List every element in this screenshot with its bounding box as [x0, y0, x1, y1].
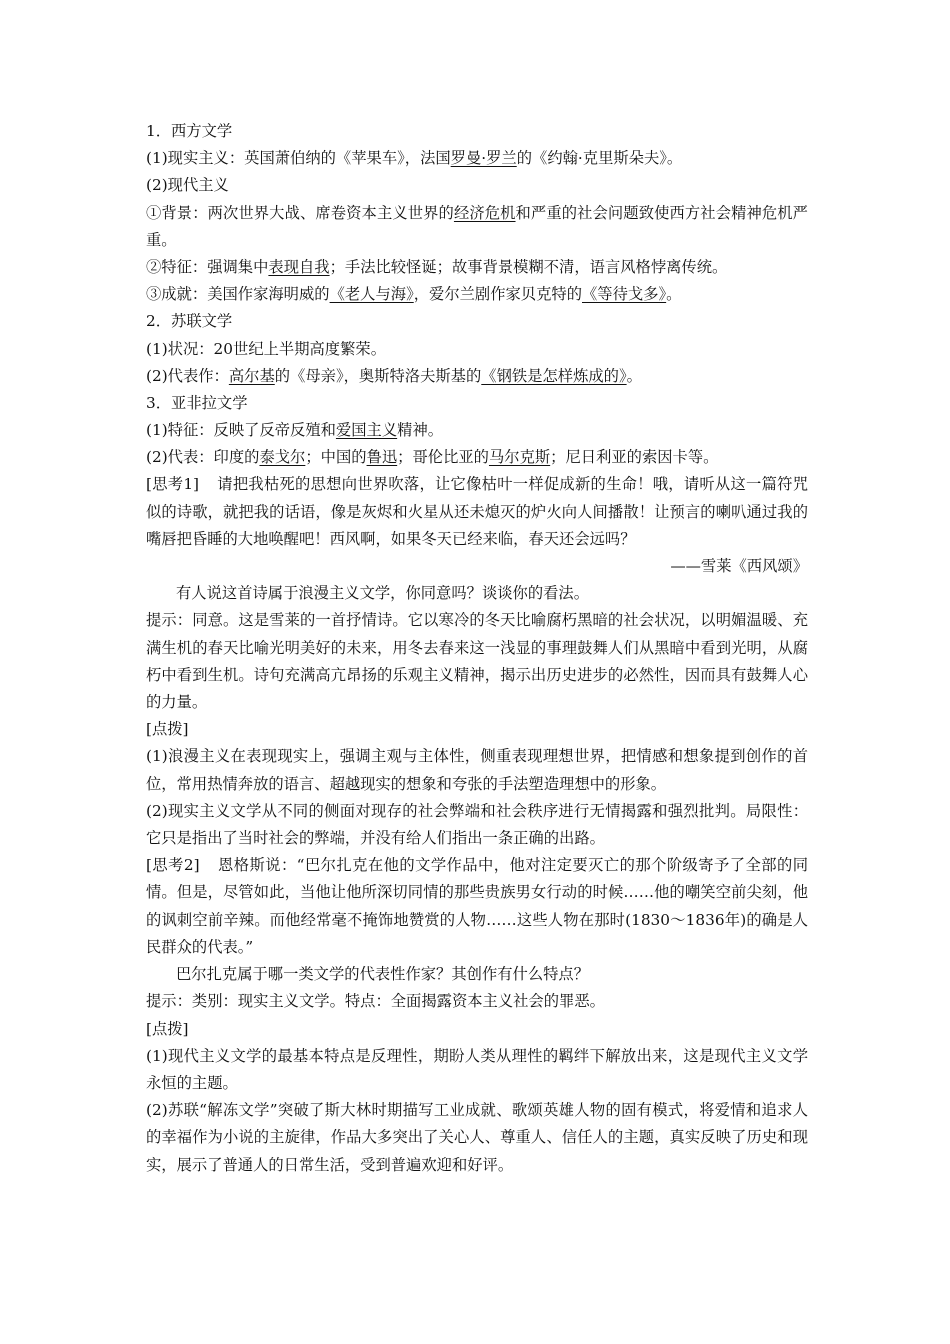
- underlined-term: 罗曼·罗兰: [450, 149, 517, 168]
- document-page: [146, 118, 808, 1179]
- think1-source: ——雪莱《西风颂》: [670, 557, 808, 576]
- think2-label: [思考2]: [146, 856, 200, 875]
- underlined-term: 经济危机: [453, 203, 516, 222]
- underlined-term: 表现自我: [268, 257, 330, 276]
- soviet-works: (2)代表作：高尔基的《母亲》，奥斯特洛夫斯基的《钢铁是怎样炼成的》。: [146, 366, 642, 385]
- soviet-status: (1)状况：20世纪上半期高度繁荣。: [146, 339, 386, 358]
- underlined-term: 马尔克斯: [488, 448, 551, 467]
- think1-tip-label: [点拨]: [146, 720, 189, 739]
- heading-soviet-literature: 2．苏联文学: [146, 312, 233, 331]
- underlined-term: 鲁迅: [366, 448, 398, 467]
- think1-question: 有人说这首诗属于浪漫主义文学，你同意吗？谈谈你的看法。: [176, 584, 590, 603]
- heading-western-literature: 1．西方文学: [146, 122, 233, 140]
- think2-tip-2: (2)苏联“解冻文学”突破了斯大林时期描写工业成就、歌颂英雄人物的固有模式，将爱情和追求人的幸福作为小说的主旋律，作品大多突出了关心人、尊重人、信任人的主题，真实反映了历史和现实，展示了普通人的日常生活，受到普遍欢迎和好评。: [146, 1101, 808, 1174]
- modernism-heading: (2)现代主义: [146, 176, 229, 195]
- aal-representatives: (2)代表：印度的泰戈尔；中国的鲁迅；哥伦比亚的马尔克斯；尼日利亚的索因卡等。: [146, 448, 719, 467]
- think2-answer: 提示：类别：现实主义文学。特点：全面揭露资本主义社会的罪恶。: [146, 992, 605, 1011]
- think2-tip-1: (1)现代主义文学的最基本特点是反理性，期盼人类从理性的羁绊下解放出来，这是现代主义文学永恒的主题。: [146, 1046, 808, 1092]
- underlined-term: 《钢铁是怎样炼成的》: [481, 366, 627, 385]
- think1-tip-1: (1)浪漫主义在表现现实上，强调主观与主体性，侧重表现理想世界，把情感和想象提到创作的首位，常用热情奔放的语言、超越现实的想象和夸张的手法塑造理想中的形象。: [146, 747, 808, 793]
- modernism-feature: ②特征：强调集中表现自我；手法比较怪诞；故事背景模糊不清，语言风格悖离传统。: [146, 257, 728, 276]
- modernism-achievement: ③成就：美国作家海明威的《老人与海》，爱尔兰剧作家贝克特的《等待戈多》。: [146, 285, 682, 304]
- think2-quote: [思考2] 恩格斯说：“巴尔扎克在他的文学作品中，他对注定要灭亡的那个阶级寄予了全部的同情。但是，尽管如此，当他让他所深切同情的那些贵族男女行动的时候……他的嘲笑空前尖刻，他的讽刺空前辛辣。而他经常毫不掩饰地赞赏的人物……这些人物在那时(1830～1836年)的确是人民群众的代表。”: [146, 856, 808, 956]
- think2-tip-label: [点拨]: [146, 1019, 189, 1038]
- aal-feature: (1)特征：反映了反帝反殖和爱国主义精神。: [146, 421, 444, 440]
- underlined-term: 泰戈尔: [259, 448, 306, 467]
- underlined-term: 《老人与海》: [329, 285, 414, 304]
- underlined-term: 《等待戈多》: [582, 285, 667, 304]
- think1-answer: 提示：同意。这是雪莱的一首抒情诗。它以寒冷的冬天比喻腐朽黑暗的社会状况，以明媚温暖、充满生机的春天比喻光明美好的未来，用冬去春来这一浅显的事理鼓舞人们从黑暗中看到光明，从腐朽中看到生机。诗句充满高亢昂扬的乐观主义精神，揭示出历史进步的必然性，因而具有鼓舞人心的力量。: [146, 611, 808, 712]
- heading-asia-africa-latin-literature: 3．亚非拉文学: [146, 393, 248, 412]
- think1-tip-2: (2)现实主义文学从不同的侧面对现存的社会弊端和社会秩序进行无情揭露和强烈批判。局限性：它只是指出了当时社会的弊端，并没有给人们指出一条正确的出路。: [146, 801, 808, 848]
- think2-question: 巴尔扎克属于哪一类文学的代表性作家？其创作有什么特点？: [176, 965, 590, 984]
- modernism-background: ①背景：两次世界大战、席卷资本主义世界的经济危机和严重的社会问题致使西方社会精神危机严重。: [146, 203, 808, 249]
- think1-label: [思考1]: [146, 475, 200, 494]
- think1-quote: [思考1] 请把我枯死的思想向世界吹落，让它像枯叶一样促成新的生命！哦，请听从这一篇符咒似的诗歌，就把我的话语，像是灰烬和火星从还未熄灭的炉火向人间播散！让预言的喇叭通过我的嘴唇把昏睡的大地唤醒吧！西风啊，如果冬天已经来临，春天还会远吗？: [146, 475, 808, 548]
- realism-line: (1)现实主义：英国萧伯纳的《苹果车》，法国罗曼·罗兰的《约翰·克里斯朵夫》。: [146, 149, 683, 168]
- underlined-term: 爱国主义: [335, 421, 398, 440]
- underlined-term: 高尔基: [228, 366, 275, 385]
